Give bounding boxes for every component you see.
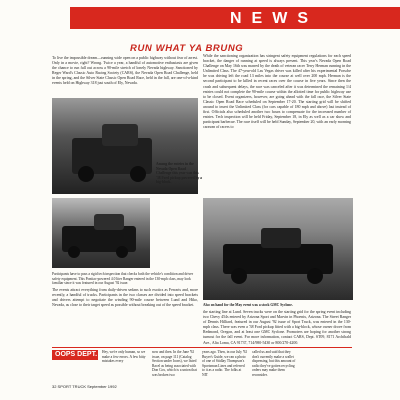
ranger-rear-wheel (116, 246, 128, 258)
article-body-column-right (203, 310, 351, 345)
article-intro-paragraph: To live the impossible dream—running wide open on a public highway without fear of arrest. Only in a movie, right? Wrong. Twice a year, a handful of automotive enthusiasts are given the chance to run full out across a 90-mile stretch of lonely Nevada highway. Sanctioned by Reger Ward's Classic Auto Racing Society (CARS), the Nevada Open Road Challenge, held in the spring, and the Silver State Classic Open Road Race, held in the fall, are one-of-a-kind events held on Highway 318 just south of Ely, Nevada. (52, 56, 198, 86)
syclone-rear-wheel (307, 268, 323, 284)
article-headline: RUN WHAT YA BRUNG (130, 43, 244, 54)
photo-caption-mid: Participants have to pass a rigid tech inspection that checks both the vehicle's condition and driver safety equipment. This Pontiac-powered 4.0 liter Ranger entered in the 130-mph class, may look familiar since it was featured in our August '92 issue. (52, 272, 194, 286)
ranger-front-wheel (68, 246, 80, 258)
oops-divider (52, 347, 352, 348)
article-body-column-left (52, 288, 198, 330)
oops-column-4: called us and said that they don't currently make a wallet dispensing, but this amount of radio they've gotten recycling orders may make them reconsider. (252, 350, 296, 377)
pickup-cab-shape (102, 124, 138, 146)
front-wheel (78, 166, 94, 182)
oops-column-1: Hey, we're only human, so we make a few errors. A few bitty mistakes every (102, 350, 146, 364)
page-footer: 32 SPORT TRUCK September 1992 (52, 384, 117, 389)
ranger-cab-shape (94, 214, 124, 230)
article-intro-column (52, 56, 198, 96)
oops-column-2: now and then. In the June '92 issue, on page 111 (Catalog Section under Icons), we listed Racel as being associated with Don Cox, which is a union that was broken two (152, 350, 197, 377)
oops-column-3: years ago. Then, in our July '92 Buyer's Guide, we ran a photo of one of Stidlay Thompson's Sportsman Lines and referred to it as a radio. The folks at NIT (202, 350, 248, 377)
oops-title: OOPS DEPT. (52, 350, 98, 360)
gmc-syclone-photo (203, 198, 353, 300)
article-right-paragraph: While the sanctioning organization has stringent safety equipment regulations for each speed bracket, the danger of running at speed is always present. This year's Nevada Open Road Challenge on May 16th was marred by the death of veteran racer Terry Herman running in the Unlimited Class. The 47-year-old Las Vegas driver was killed after his experimental Porsche he was driving left the road 13 miles into the course at well over 200 mph. Herman is the second participant to be killed in recent races over the course in five years. Since then the crash and subsequent delays, the race was canceled after it was determined the remaining 1/4 entries could not complete the 90-mile course within the allotted time for public highway use to be closed. Event organizers, however, are going ahead with the fall race, the Silver State Classic Open Road Race scheduled on September 17-20. The starting grid will be shifted around to insert the Unlimited Class (for cars capable of 180 mph and above) last instead of first. Officials also scheduled another two hours to compensate for the increased number of entries. Tech inspection will be held Friday, September 18, in Ely as well as a car show and participant barbecue. The race itself will be held Sunday, September 20, with an early morning caravan of racers to (203, 54, 351, 130)
article-body-paragraph-right: the starting line at Lund. Seven trucks were on the starting grid for the spring event including two Chevy 454s entered by Arizona Sport and Marvin in Phoenix, Arizona. The Street Ranger of Dennis Hilliard, featured in our August '92 issue of Sport Truck, was entered in the 130-mph class. There was even a '38 Ford pickup fitted with a big-block, whose owner drove from Redmond, Oregon, and at least one GMC Syclone. Promoters are hoping for another strong turnout for the fall event. For more information, contact CARS, Dept. ST09, 8171 Archibald Ave., Alta Loma, CA 91737, 714/980-5430 or 800/270-4200. (203, 310, 351, 345)
photo-caption-top: Among the entries in the Nevada Open Road Challenge this year was this '38 Ford pickup powered by a big-block. (156, 162, 202, 185)
article-right-column (203, 54, 351, 204)
section-title: NEWS (230, 10, 318, 27)
syclone-front-wheel (231, 268, 247, 284)
article-body-paragraph-left: The events attract everything from daily-driven sedans to such exotics as Ferraris and, more recently, a handful of trucks. Participants in the two classes are divided into speed brackets and drivers attempt to negotiate the winding 90-mile course between Lund and Hiko, Nevada, as close to their target speed as possible without breaking out of the speed bracket. (52, 288, 198, 308)
rear-wheel (130, 166, 146, 182)
ranger-photo (52, 198, 150, 268)
section-header (70, 7, 400, 29)
syclone-cab-shape (261, 228, 301, 248)
photo-caption-right: Also on hand for the May event was a stock GMC Syclone. (203, 303, 293, 307)
